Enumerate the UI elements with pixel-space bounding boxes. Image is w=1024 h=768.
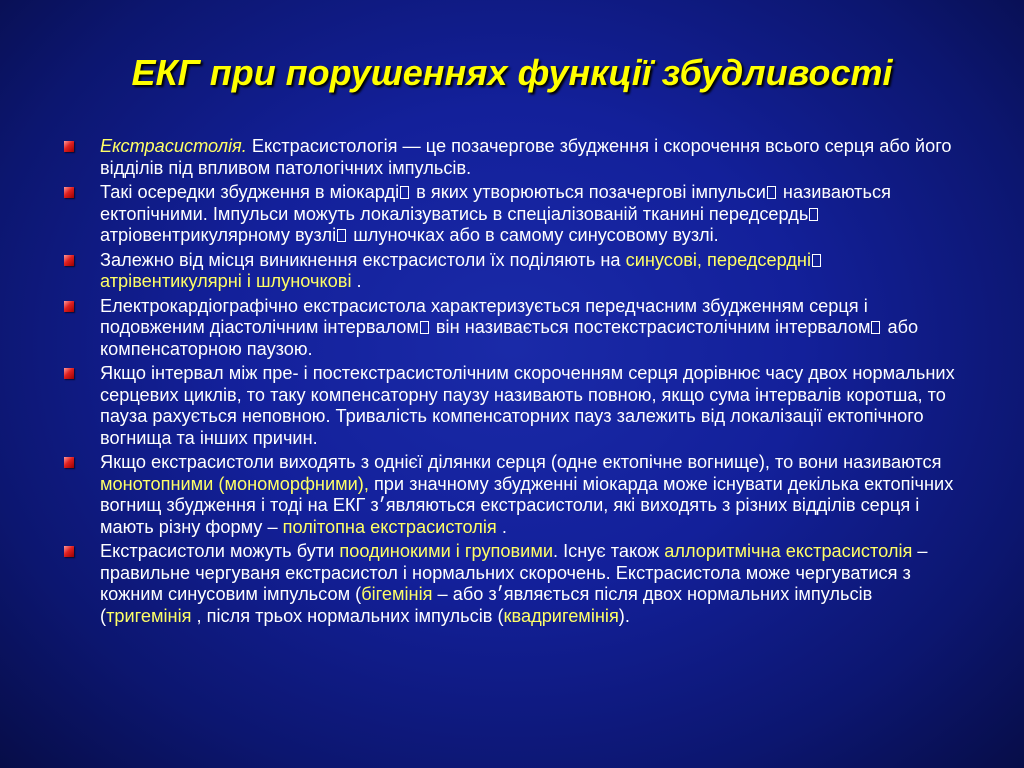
bullet-text: ). [618, 605, 630, 626]
bullet-text: при значному збудженні міокарда може існувати декілька ектопічних вогнищ збудження і тоді на ЕКГ з׳являються екстрасистоли, які виходять з різних відділів серця і мають різну форму – [100, 473, 954, 537]
bullet-text: . Існує також [552, 541, 665, 561]
bullet-item [60, 363, 960, 449]
bullet-text: або компенсаторною паузою. [100, 317, 919, 359]
bullet-text: , після трьох нормальних імпульсів ( [191, 605, 504, 626]
bullet-text: Якщо інтервал між пре- і постекстрасистолічним скороченням серця дорівнює часу двох нормальних серцевих циклів, то таку компенсаторну паузу називають повною, якщо сума інтервалів коротша, то пауза рахується неповною. Тривалість компенсаторних пауз залежить від локалізації ектопічного вогнища та інших причин. [100, 363, 955, 448]
term-trigeminy: тригемінія [106, 605, 192, 626]
bullet-text: Залежно від місця виникнення екстрасистоли їх поділяють на [100, 249, 626, 270]
bullet-marker-icon [64, 457, 74, 468]
missing-glyph-icon [812, 254, 821, 267]
bullet-text: шлуночках або в самому синусовому вузлі. [348, 225, 719, 245]
bullet-text: Якщо екстрасистоли виходять з однієї ділянки серця (одне ектопічне вогнище), то вони називаются [100, 452, 942, 472]
bullet-item [60, 136, 960, 179]
bullet-item [60, 452, 960, 538]
bullet-item [60, 250, 960, 293]
term-single-group: поодинокими і груповими [339, 541, 553, 561]
term-sinus-atrial: синусові, передсердні [625, 249, 812, 270]
bullet-text: Екстрасистоли можуть бути [100, 541, 340, 561]
bullet-text: Електрокардіографічно екстрасистола характеризується передчасним збудженням серця і подовженим діастолічним інтервалом [100, 295, 868, 337]
term-extrasystole: Екстрасистолія. [100, 136, 247, 156]
bullet-marker-icon [64, 187, 74, 198]
slide-title: ЕКГ при порушеннях функції збудливості [131, 52, 893, 93]
term-quadrigeminy: квадригемінія [503, 605, 619, 626]
bullet-text: Екстрасистологія — це позачергове збудження і скорочення всього серця або його відділів під впливом патологічних імпульсів. [100, 136, 952, 178]
term-av-ventricular: атрівентикулярні і шлуночкові [100, 271, 352, 291]
bullet-marker-icon [64, 301, 74, 312]
missing-glyph-icon [420, 321, 429, 334]
missing-glyph-icon [767, 186, 776, 199]
term-monotopic: монотопними (мономорфними), [100, 473, 369, 494]
term-polytopic: політопна екстрасистолія [282, 516, 497, 537]
bullet-marker-icon [64, 368, 74, 379]
missing-glyph-icon [809, 208, 818, 221]
bullet-marker-icon [64, 141, 74, 152]
bullet-text: атріовентрикулярному вузлі [100, 225, 337, 245]
missing-glyph-icon [400, 186, 409, 199]
bullet-text: називаються ектопічними. Імпульси можуть локалізуватись в спеціалізованій тканині передсердь [100, 182, 891, 224]
bullet-text: – правильне чергуваня екстрасистол і нормальних скорочень. Екстрасистола може чергуватися з кожним синусовим імпульсом ( [100, 541, 928, 604]
bullet-marker-icon [64, 255, 74, 266]
bullet-item [60, 296, 960, 361]
missing-glyph-icon [337, 229, 346, 242]
bullet-text: – або з׳являється після двох нормальних імпульсів ( [100, 584, 873, 626]
bullet-text: він називається постекстрасистолічним інтервалом [430, 317, 871, 337]
bullet-marker-icon [64, 546, 74, 557]
bullet-text: в яких утворюються позачергові імпульси [411, 182, 766, 202]
bullet-text: Такі осередки збудження в міокарді [100, 182, 400, 202]
term-bigeminy: бігемінія [361, 584, 433, 604]
term-allorhythmic: аллоритмічна екстрасистолія [664, 541, 913, 561]
bullet-item [60, 182, 960, 247]
bullet-text: . [351, 271, 362, 291]
missing-glyph-icon [871, 321, 880, 334]
bullet-list [60, 136, 960, 630]
bullet-item [60, 541, 960, 627]
bullet-text: . [496, 516, 507, 537]
